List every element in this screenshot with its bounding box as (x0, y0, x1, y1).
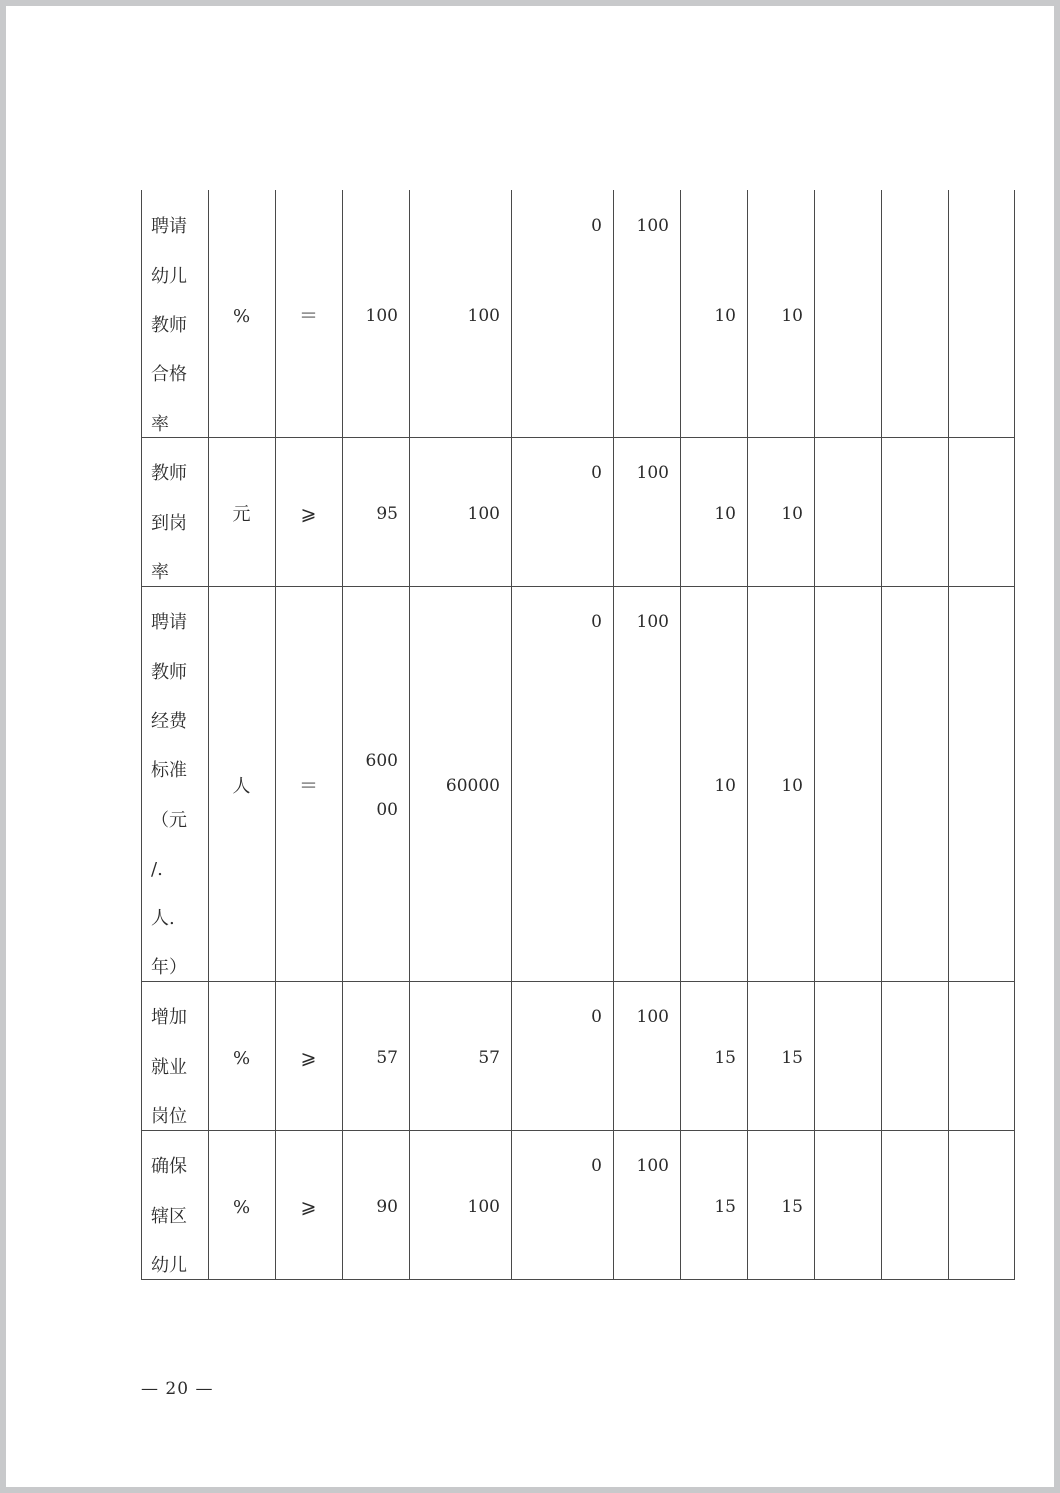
upper-bound-cell: 100 (636, 463, 669, 484)
actual-value-cell: 100 (467, 1196, 500, 1217)
table-column-border (747, 190, 748, 1280)
indicator-name-cell: 聘请 教师 经费 标准 （元 /. 人. 年） (151, 612, 187, 979)
comparison-operator-cell: ＝ (298, 304, 318, 327)
unit-cell: % (232, 1196, 251, 1218)
actual-value-cell: 100 (467, 503, 500, 524)
weight-cell: 10 (714, 503, 736, 524)
performance-indicator-table (141, 190, 1014, 1279)
table-column-border (1014, 190, 1015, 1280)
table-column-border (680, 190, 681, 1280)
table-column-border (948, 190, 949, 1280)
weight-cell: 15 (714, 1196, 736, 1217)
upper-bound-cell: 100 (636, 216, 669, 237)
unit-cell: 元 (232, 503, 251, 525)
score-cell: 10 (781, 503, 803, 524)
table-row-border (141, 586, 1015, 587)
actual-value-cell: 57 (478, 1047, 500, 1068)
score-cell: 10 (781, 775, 803, 796)
weight-cell: 10 (714, 775, 736, 796)
table-column-border (613, 190, 614, 1280)
table-column-border (342, 190, 343, 1280)
table-column-border (409, 190, 410, 1280)
unit-cell: 人 (232, 775, 251, 797)
target-value-cell: 90 (376, 1196, 398, 1217)
lower-bound-cell: 0 (591, 463, 602, 484)
table-row-border (141, 981, 1015, 982)
page-number: — 20 — (141, 1379, 214, 1399)
lower-bound-cell: 0 (591, 1156, 602, 1177)
table-column-border (208, 190, 209, 1280)
unit-cell: % (232, 305, 251, 327)
table-column-border (814, 190, 815, 1280)
score-cell: 10 (781, 305, 803, 326)
target-value-cell: 100 (365, 305, 398, 326)
score-cell: 15 (781, 1196, 803, 1217)
target-value-cell: 57 (376, 1047, 398, 1068)
table-column-border (275, 190, 276, 1280)
table-row-border (141, 1279, 1015, 1280)
lower-bound-cell: 0 (591, 216, 602, 237)
weight-cell: 15 (714, 1047, 736, 1068)
table-column-border (881, 190, 882, 1280)
target-value-cell: 600 00 (365, 751, 398, 821)
unit-cell: % (232, 1047, 251, 1069)
comparison-operator-cell: ⩾ (300, 1046, 317, 1069)
comparison-operator-cell: ＝ (298, 774, 318, 797)
score-cell: 15 (781, 1047, 803, 1068)
target-value-cell: 95 (376, 503, 398, 524)
indicator-name-cell: 聘请 幼儿 教师 合格 率 (151, 216, 187, 435)
actual-value-cell: 60000 (445, 775, 500, 796)
table-row-border (141, 1130, 1015, 1131)
comparison-operator-cell: ⩾ (300, 1195, 317, 1218)
indicator-name-cell: 教师 到岗 率 (151, 463, 187, 583)
upper-bound-cell: 100 (636, 1156, 669, 1177)
upper-bound-cell: 100 (636, 1007, 669, 1028)
table-column-border (141, 190, 142, 1280)
weight-cell: 10 (714, 305, 736, 326)
lower-bound-cell: 0 (591, 612, 602, 633)
indicator-name-cell: 增加 就业 岗位 (151, 1007, 187, 1127)
upper-bound-cell: 100 (636, 612, 669, 633)
comparison-operator-cell: ⩾ (300, 502, 317, 525)
actual-value-cell: 100 (467, 305, 500, 326)
table-column-border (511, 190, 512, 1280)
indicator-name-cell: 确保 辖区 幼儿 (151, 1156, 187, 1276)
lower-bound-cell: 0 (591, 1007, 602, 1028)
table-row-border (141, 437, 1015, 438)
